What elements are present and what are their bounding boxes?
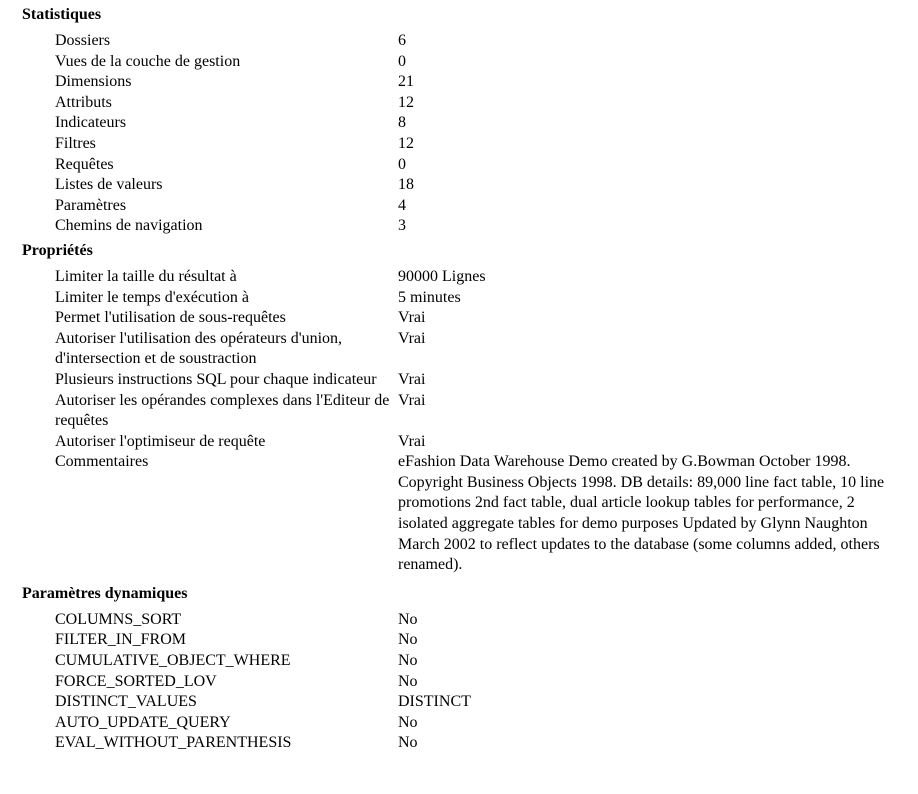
row-label: Autoriser l'optimiseur de requête (55, 432, 266, 450)
table-row (54, 216, 895, 237)
table-row (54, 733, 895, 754)
row-label: Permet l'utilisation de sous-requêtes (55, 309, 286, 327)
dynamic-parameters-section (22, 584, 912, 754)
row-label: Paramètres (55, 196, 127, 214)
table-row (54, 113, 895, 134)
table-row (54, 196, 895, 217)
row-label: Autoriser l'utilisation des opérateurs d'union, d'intersection et de soustraction (55, 329, 343, 368)
row-label: Limiter la taille du résultat à (55, 267, 237, 285)
row-value: 18 (398, 176, 414, 194)
row-value: 8 (398, 114, 406, 132)
statistics-rows (54, 31, 895, 237)
table-row (54, 134, 895, 155)
table-row (54, 155, 895, 176)
row-label: CUMULATIVE_OBJECT_WHERE (55, 652, 291, 670)
table-row (54, 329, 895, 370)
row-value: Vrai (398, 370, 426, 388)
row-label: Vues de la couche de gestion (55, 52, 241, 70)
row-value: No (398, 713, 418, 731)
row-value: eFashion Data Warehouse Demo created by G.Bowman October 1998. Copyright Business Objects 1998. DB details: 89,000 line fact table, 10 line promotions 2nd fact table, dual article lookup tables for performance, 2 isolated aggregate tables for demo purposes Updated by Glynn Naughton March 2002 to reflect updates to the database (some columns added, others renamed). (398, 453, 885, 574)
row-value: No (398, 652, 418, 670)
dynamic-parameters-heading: Paramètres dynamiques (22, 584, 188, 602)
table-row (54, 432, 895, 453)
row-value: No (398, 734, 418, 752)
row-label: COLUMNS_SORT (55, 610, 182, 628)
statistics-section (22, 5, 912, 237)
table-row (54, 288, 895, 309)
dynamic-parameters-table (54, 610, 895, 754)
table-row (54, 31, 895, 52)
row-label: DISTINCT_VALUES (55, 693, 197, 711)
row-value: 12 (398, 93, 414, 111)
table-row (54, 672, 895, 693)
table-row (54, 391, 895, 432)
row-value: Vrai (398, 309, 426, 327)
row-label: Autoriser les opérandes complexes dans l'Editeur de requêtes (55, 391, 390, 430)
row-label: Attributs (55, 93, 112, 111)
row-value: 12 (398, 134, 414, 152)
row-value: Vrai (398, 391, 426, 409)
row-label: Filtres (55, 134, 96, 152)
row-value: No (398, 672, 418, 690)
table-row (54, 175, 895, 196)
row-value: Vrai (398, 432, 426, 450)
row-label: Commentaires (55, 453, 149, 471)
table-row (54, 651, 895, 672)
table-row (54, 308, 895, 329)
table-row (54, 93, 895, 114)
row-label: Dimensions (55, 73, 132, 91)
row-value: Vrai (398, 329, 426, 347)
properties-heading: Propriétés (22, 241, 93, 259)
row-label: Chemins de navigation (55, 217, 203, 235)
row-value: 3 (398, 217, 406, 235)
table-row (54, 452, 895, 576)
document-page (22, 5, 912, 758)
row-value: 0 (398, 52, 406, 70)
row-label: EVAL_WITHOUT_PARENTHESIS (55, 734, 292, 752)
row-label: AUTO_UPDATE_QUERY (55, 713, 231, 731)
table-row (54, 692, 895, 713)
row-label: Limiter le temps d'exécution à (55, 288, 249, 306)
row-label: FORCE_SORTED_LOV (55, 672, 217, 690)
row-value: 4 (398, 196, 406, 214)
row-value: 0 (398, 155, 406, 173)
row-value: 90000 Lignes (398, 267, 486, 285)
row-label: Requêtes (55, 155, 114, 173)
table-row (54, 713, 895, 734)
properties-section (22, 241, 912, 576)
row-label: FILTER_IN_FROM (55, 631, 186, 649)
statistics-heading: Statistiques (22, 6, 102, 23)
row-label: Dossiers (55, 32, 111, 49)
row-label: Listes de valeurs (55, 176, 163, 194)
table-row (54, 52, 895, 73)
table-row (54, 267, 895, 288)
table-row (54, 370, 895, 391)
properties-table (54, 267, 895, 576)
row-value: 21 (398, 73, 414, 91)
row-value: DISTINCT (398, 693, 471, 711)
table-row (54, 630, 895, 651)
row-value: 5 minutes (398, 288, 461, 306)
dynamic-parameters-rows (54, 610, 895, 754)
table-row (54, 610, 895, 631)
row-value: No (398, 631, 418, 649)
table-row (54, 72, 895, 93)
statistics-table (54, 31, 895, 237)
row-value: No (398, 610, 418, 628)
row-label: Plusieurs instructions SQL pour chaque indicateur (55, 370, 377, 388)
properties-rows (54, 267, 895, 576)
row-label: Indicateurs (55, 114, 127, 132)
row-value: 6 (398, 32, 406, 49)
